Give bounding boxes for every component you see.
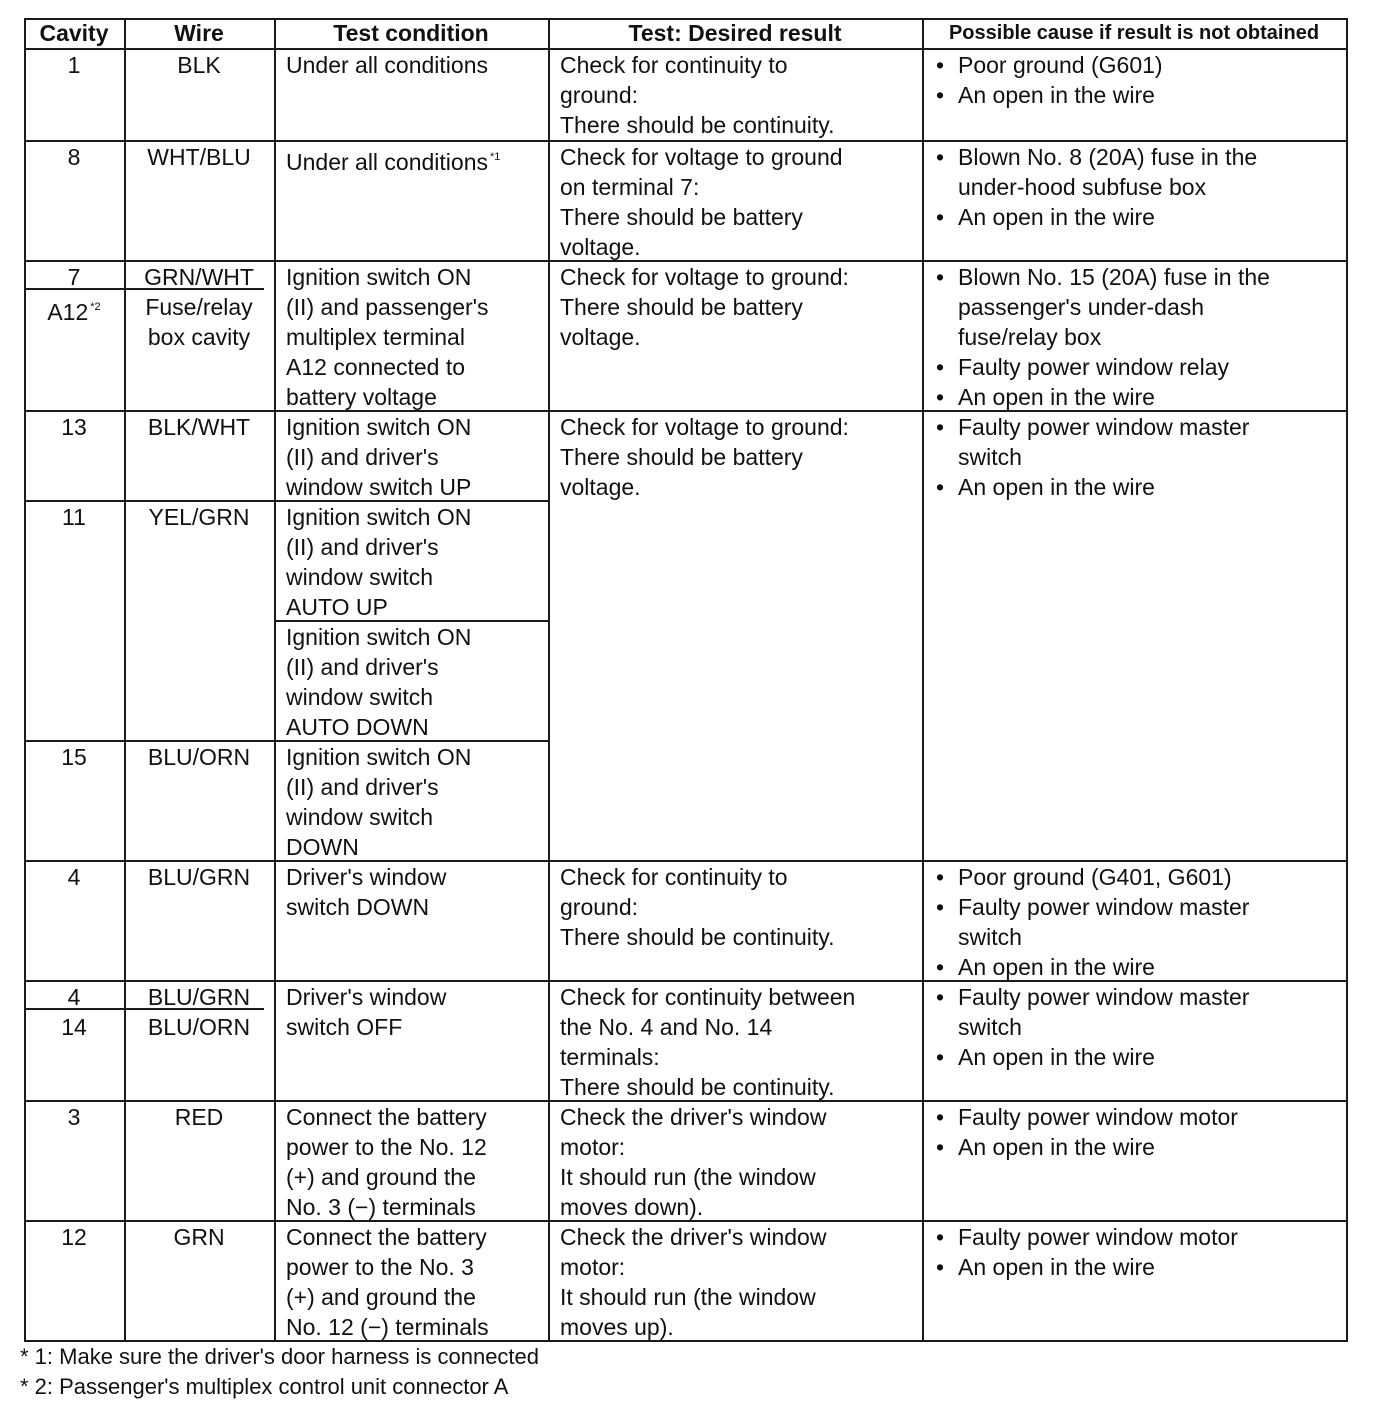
wire-color: GRN bbox=[173, 1224, 225, 1250]
cause-bullet-continuation: passenger's under-dash bbox=[958, 294, 1205, 320]
condition-line: Ignition switch ON bbox=[286, 414, 472, 440]
result-line: There should be continuity. bbox=[560, 112, 835, 138]
condition-line: switch OFF bbox=[286, 1014, 403, 1040]
cavity-cell bbox=[24, 1102, 124, 1132]
cause-bullet: • An open in the wire bbox=[936, 1042, 1249, 1072]
condition-line: Driver's window bbox=[286, 984, 447, 1010]
cavity-number: 3 bbox=[67, 1104, 81, 1130]
column-rule bbox=[124, 18, 126, 1342]
cavity-number: 15 bbox=[61, 744, 87, 770]
result-line: Check the driver's window bbox=[560, 1224, 827, 1250]
wire-color: BLK/WHT bbox=[147, 414, 251, 440]
test-condition-cell bbox=[286, 50, 488, 80]
result-line: Check for continuity to bbox=[560, 52, 788, 78]
wire-color: RED bbox=[174, 1104, 224, 1130]
cavity-cell bbox=[24, 502, 124, 532]
possible-cause-cell bbox=[936, 1222, 1238, 1282]
condition-line: power to the No. 3 bbox=[286, 1254, 474, 1280]
cavity-cell bbox=[24, 50, 124, 80]
condition-line: power to the No. 12 bbox=[286, 1134, 487, 1160]
desired-result-cell bbox=[560, 142, 843, 262]
cause-bullet: • Poor ground (G601) bbox=[936, 50, 1163, 80]
condition-line: (II) and driver's bbox=[286, 774, 439, 800]
result-line: There should be battery bbox=[560, 204, 803, 230]
cause-bullet: • Poor ground (G401, G601) bbox=[936, 862, 1249, 892]
wire-color: Fuse/relay bbox=[145, 294, 253, 320]
result-line: terminals: bbox=[560, 1044, 660, 1070]
header-test-condition: Test condition bbox=[333, 20, 489, 46]
cause-bullet-continuation: switch bbox=[958, 924, 1022, 950]
wire-color: YEL/GRN bbox=[148, 504, 250, 530]
wire-cell bbox=[124, 412, 274, 442]
header-cavity: Cavity bbox=[39, 20, 109, 46]
condition-line: No. 12 (−) terminals bbox=[286, 1314, 489, 1340]
condition-line: (II) and passenger's bbox=[286, 294, 489, 320]
cause-bullet-continuation: switch bbox=[958, 444, 1022, 470]
test-condition-cell bbox=[286, 1222, 489, 1342]
desired-result-cell bbox=[560, 1222, 826, 1342]
condition-line: Ignition switch ON bbox=[286, 624, 472, 650]
result-line: Check for voltage to ground bbox=[560, 144, 843, 170]
cause-bullet-continuation: fuse/relay box bbox=[958, 324, 1102, 350]
result-line: There should be continuity. bbox=[560, 1074, 835, 1100]
footnote-marker: *1 bbox=[490, 151, 501, 163]
header-desired-result: Test: Desired result bbox=[628, 20, 842, 46]
wire-color: WHT/BLU bbox=[147, 144, 251, 170]
wire-cell bbox=[124, 982, 274, 1042]
cavity-number: 4 bbox=[67, 984, 81, 1010]
condition-line: Under all conditions $^{*1}$ bbox=[286, 149, 501, 175]
column-rule bbox=[274, 18, 276, 1342]
footnote-marker: *2 bbox=[90, 301, 101, 313]
result-line: on terminal 7: bbox=[560, 174, 700, 200]
wire-cell bbox=[124, 502, 274, 532]
possible-cause-cell bbox=[936, 862, 1249, 982]
column-rule bbox=[1346, 18, 1348, 1342]
cavity-number: 11 bbox=[62, 504, 86, 530]
desired-result-cell bbox=[560, 412, 849, 502]
cavity-cell bbox=[24, 982, 124, 1042]
result-line: moves down). bbox=[560, 1194, 704, 1220]
result-line: ground: bbox=[560, 894, 639, 920]
result-line: It should run (the window bbox=[560, 1284, 816, 1310]
cause-bullet: • An open in the wire bbox=[936, 472, 1249, 502]
test-condition-cell bbox=[286, 1102, 487, 1222]
test-condition-cell bbox=[286, 262, 489, 412]
cavity-cell bbox=[24, 262, 124, 325]
possible-cause-cell bbox=[936, 982, 1249, 1072]
test-condition-cell bbox=[286, 622, 471, 742]
condition-line: AUTO UP bbox=[286, 594, 388, 620]
footnote-1: * 1: Make sure the driver's door harness is connected bbox=[20, 1344, 540, 1369]
condition-line: Ignition switch ON bbox=[286, 264, 472, 290]
condition-line: A12 connected to bbox=[286, 354, 466, 380]
test-condition-cell bbox=[286, 412, 471, 502]
desired-result-cell bbox=[560, 262, 849, 352]
test-condition-cell bbox=[286, 982, 446, 1042]
condition-line: Ignition switch ON bbox=[286, 504, 472, 530]
cause-bullet: • Faulty power window relay bbox=[936, 352, 1270, 382]
possible-cause-cell bbox=[936, 1102, 1238, 1162]
result-line: the No. 4 and No. 14 bbox=[560, 1014, 773, 1040]
test-condition-cell bbox=[286, 502, 471, 622]
test-condition-cell bbox=[286, 142, 501, 175]
result-line: There should be battery bbox=[560, 444, 803, 470]
cavity-number: 1 bbox=[67, 52, 81, 78]
cavity-number: 7 bbox=[67, 264, 81, 290]
result-line: ground: bbox=[560, 82, 639, 108]
cause-bullet: • Faulty power window master bbox=[936, 412, 1249, 442]
cause-bullet: • Faulty power window master bbox=[936, 892, 1249, 922]
possible-cause-cell bbox=[936, 50, 1163, 110]
column-rule bbox=[24, 18, 26, 1342]
condition-line: (+) and ground the bbox=[286, 1164, 476, 1190]
header-wire: Wire bbox=[174, 20, 224, 46]
condition-line: (+) and ground the bbox=[286, 1284, 476, 1310]
cause-bullet: • Blown No. 15 (20A) fuse in the bbox=[936, 262, 1270, 292]
cause-bullet: • An open in the wire bbox=[936, 1132, 1238, 1162]
result-line: There should be battery bbox=[560, 294, 803, 320]
test-condition-cell bbox=[286, 742, 471, 862]
condition-line: Driver's window bbox=[286, 864, 447, 890]
cavity-number: 12 bbox=[61, 1224, 87, 1250]
wire-color: BLU/ORN bbox=[147, 744, 251, 770]
wire-color: box cavity bbox=[147, 324, 251, 350]
result-line: voltage. bbox=[560, 234, 641, 260]
wire-cell bbox=[124, 142, 274, 172]
result-line: Check for voltage to ground: bbox=[560, 264, 849, 290]
condition-line: window switch bbox=[286, 564, 433, 590]
wire-cell bbox=[124, 742, 274, 772]
cavity-cell bbox=[24, 1222, 124, 1252]
cause-bullet: • Blown No. 8 (20A) fuse in the bbox=[936, 142, 1257, 172]
wire-color: GRN/WHT bbox=[144, 264, 254, 290]
column-rule bbox=[548, 18, 550, 1342]
wire-cell bbox=[124, 1222, 274, 1252]
cause-bullet: • Faulty power window master bbox=[936, 982, 1249, 1012]
desired-result-cell bbox=[560, 1102, 826, 1222]
result-line: Check for continuity between bbox=[560, 984, 856, 1010]
cause-bullet-continuation: switch bbox=[958, 1014, 1022, 1040]
condition-line: Connect the battery bbox=[286, 1224, 487, 1250]
result-line: motor: bbox=[560, 1254, 626, 1280]
condition-line: AUTO DOWN bbox=[286, 714, 429, 740]
cavity-number: 13 bbox=[61, 414, 87, 440]
wire-color: BLK bbox=[177, 52, 221, 78]
wire-cell bbox=[124, 50, 274, 80]
header-possible-cause: Possible cause if result is not obtained bbox=[948, 22, 1320, 44]
result-line: voltage. bbox=[560, 474, 641, 500]
possible-cause-cell bbox=[936, 412, 1249, 502]
result-line: Check for continuity to bbox=[560, 864, 788, 890]
condition-line: No. 3 (−) terminals bbox=[286, 1194, 476, 1220]
cause-bullet: • An open in the wire bbox=[936, 80, 1163, 110]
condition-line: switch DOWN bbox=[286, 894, 430, 920]
condition-line: (II) and driver's bbox=[286, 534, 439, 560]
possible-cause-cell bbox=[936, 142, 1257, 232]
condition-line: (II) and driver's bbox=[286, 654, 439, 680]
desired-result-cell bbox=[560, 862, 834, 952]
cavity-cell bbox=[24, 412, 124, 442]
wire-cell bbox=[124, 1102, 274, 1132]
cause-bullet-continuation: under-hood subfuse box bbox=[958, 174, 1207, 200]
result-line: motor: bbox=[560, 1134, 626, 1160]
wire-cell bbox=[124, 262, 274, 352]
desired-result-cell bbox=[560, 982, 855, 1102]
table-top-rule bbox=[24, 18, 1346, 20]
condition-line: Ignition switch ON bbox=[286, 744, 472, 770]
condition-line: window switch bbox=[286, 684, 433, 710]
cause-bullet: • Faulty power window motor bbox=[936, 1222, 1238, 1252]
condition-line: DOWN bbox=[286, 834, 359, 860]
condition-line: window switch UP bbox=[286, 474, 472, 500]
result-line: Check for voltage to ground: bbox=[560, 414, 849, 440]
result-line: It should run (the window bbox=[560, 1164, 816, 1190]
result-line: Check the driver's window bbox=[560, 1104, 827, 1130]
footnote-2: * 2: Passenger's multiplex control unit connector A bbox=[20, 1374, 509, 1399]
cause-bullet: • An open in the wire bbox=[936, 382, 1270, 412]
cause-bullet: • An open in the wire bbox=[936, 1252, 1238, 1282]
cavity-number: 8 bbox=[67, 144, 81, 170]
cavity-number: A12 $^{*2}$ bbox=[47, 299, 101, 325]
cavity-cell bbox=[24, 862, 124, 892]
column-rule bbox=[922, 18, 924, 1342]
result-line: There should be continuity. bbox=[560, 924, 835, 950]
condition-line: Connect the battery bbox=[286, 1104, 487, 1130]
condition-line: battery voltage bbox=[286, 384, 437, 410]
condition-line: window switch bbox=[286, 804, 433, 830]
result-line: moves up). bbox=[560, 1314, 674, 1340]
test-condition-cell bbox=[286, 862, 446, 922]
condition-line: multiplex terminal bbox=[286, 324, 465, 350]
cavity-cell bbox=[24, 742, 124, 772]
result-line: voltage. bbox=[560, 324, 641, 350]
possible-cause-cell bbox=[936, 262, 1270, 412]
condition-line: (II) and driver's bbox=[286, 444, 439, 470]
cause-bullet: • An open in the wire bbox=[936, 202, 1257, 232]
wire-cell bbox=[124, 862, 274, 892]
wire-color: BLU/GRN bbox=[147, 984, 251, 1010]
wire-color: BLU/ORN bbox=[147, 1014, 251, 1040]
desired-result-cell bbox=[560, 50, 834, 140]
cavity-number: 14 bbox=[61, 1014, 87, 1040]
cause-bullet: • Faulty power window motor bbox=[936, 1102, 1238, 1132]
cause-bullet: • An open in the wire bbox=[936, 952, 1249, 982]
wire-color: BLU/GRN bbox=[147, 864, 251, 890]
cavity-cell bbox=[24, 142, 124, 172]
condition-line: Under all conditions bbox=[286, 52, 489, 78]
cavity-number: 4 bbox=[67, 864, 81, 890]
